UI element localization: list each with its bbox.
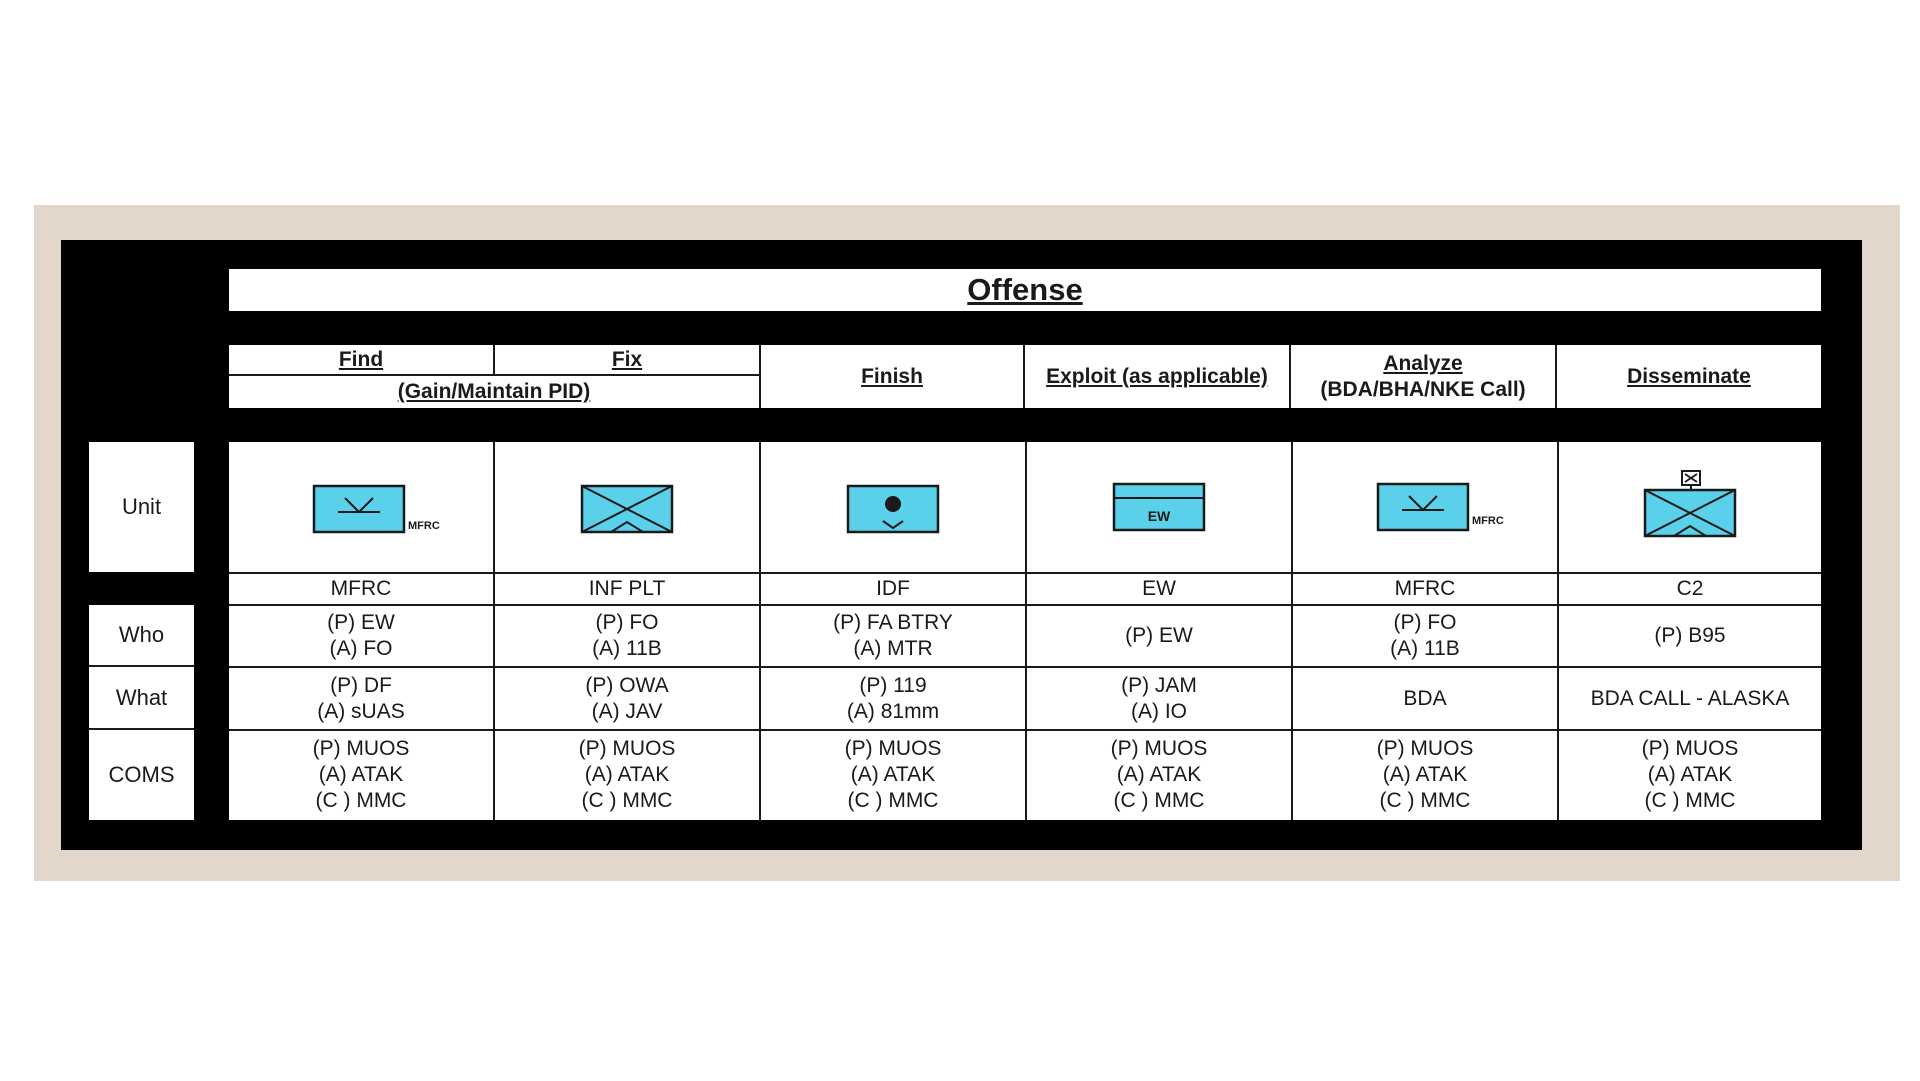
what-primary: (P) JAM <box>1121 673 1197 697</box>
unit-symbol-cell <box>1559 442 1821 573</box>
unit-symbol-cell <box>761 442 1027 573</box>
page-title: Offense <box>229 269 1821 311</box>
phase-label-exploit: Exploit (as applicable) <box>1046 364 1268 388</box>
who-cell <box>1293 605 1559 667</box>
phase-label-disseminate: Disseminate <box>1627 364 1751 388</box>
what-cell <box>1293 667 1559 730</box>
symbol-frame <box>314 486 404 532</box>
what-alternate: (A) sUAS <box>317 699 405 723</box>
who-cell <box>229 605 495 667</box>
hq-infantry-unit-icon <box>1615 470 1765 546</box>
what-primary: (P) OWA <box>585 673 669 697</box>
who-primary: (P) FA BTRY <box>833 611 953 634</box>
coms-contingency: (C ) MMC <box>1379 789 1471 812</box>
what-primary: BDA <box>1403 686 1447 710</box>
what-primary: (P) 119 <box>859 673 927 697</box>
coms-contingency: (C ) MMC <box>1644 789 1736 812</box>
coms-alternate: (A) ATAK <box>1647 763 1733 786</box>
what-alternate: (A) JAV <box>591 699 663 723</box>
row-label-what: What <box>89 667 194 730</box>
who-primary: (P) FO <box>1393 611 1457 634</box>
mortar-unit-icon <box>286 478 440 538</box>
phase-header-fix <box>495 345 761 376</box>
phase-header-disseminate <box>1557 345 1821 408</box>
phase-header-exploit <box>1025 345 1291 408</box>
what-cell <box>761 667 1027 730</box>
who-cell <box>1027 605 1293 667</box>
unit-name-cell <box>761 573 1027 605</box>
row-label-who: Who <box>89 605 194 667</box>
who-primary: (P) B95 <box>1654 624 1726 647</box>
coms-cell <box>229 730 495 820</box>
symbol-mfrc-tag: MFRC <box>408 519 440 532</box>
what-alternate: (A) IO <box>1131 699 1187 723</box>
coms-alternate: (A) ATAK <box>318 763 404 786</box>
phase-header-find <box>229 345 495 376</box>
who-cell <box>495 605 761 667</box>
coms-primary: (P) MUOS <box>578 737 676 760</box>
unit-name-cell <box>495 573 761 605</box>
who-primary: (P) FO <box>595 611 659 634</box>
unit-name: C2 <box>1676 577 1704 600</box>
unit-name: EW <box>1142 577 1176 600</box>
who-primary: (P) EW <box>327 611 395 634</box>
unit-name-cell <box>229 573 495 605</box>
symbol-ew-tag: EW <box>1147 507 1171 524</box>
phase-label-find: Find <box>338 347 384 371</box>
what-cell <box>1027 667 1293 730</box>
what-cell <box>1559 667 1821 730</box>
who-primary: (P) EW <box>1125 624 1193 647</box>
coms-cell <box>761 730 1027 820</box>
coms-cell <box>1293 730 1559 820</box>
coms-alternate: (A) ATAK <box>1382 763 1468 786</box>
symbol-frame <box>1378 484 1468 530</box>
row-label-unit: Unit <box>89 442 194 572</box>
unit-name: INF PLT <box>588 577 666 600</box>
what-cell <box>229 667 495 730</box>
who-alternate: (A) 11B <box>592 637 662 660</box>
unit-name-cell <box>1293 573 1559 605</box>
infantry-unit-icon <box>552 478 702 538</box>
coms-primary: (P) MUOS <box>1110 737 1208 760</box>
phase-sublabel-analyze: (BDA/BHA/NKE Call) <box>1320 377 1526 401</box>
coms-contingency: (C ) MMC <box>315 789 407 812</box>
unit-name-cell <box>1027 573 1293 605</box>
symbol-dot <box>885 496 901 512</box>
coms-alternate: (A) ATAK <box>584 763 670 786</box>
row-divider <box>229 729 1821 731</box>
matrix-body <box>229 442 1821 820</box>
coms-contingency: (C ) MMC <box>581 789 673 812</box>
what-cell <box>495 667 761 730</box>
unit-symbol-cell <box>1027 442 1293 573</box>
phase-label-analyze: Analyze <box>1383 351 1463 375</box>
row-divider <box>229 604 1821 606</box>
phase-subheader-find-fix: (Gain/Maintain PID) <box>229 376 759 408</box>
coms-cell <box>1027 730 1293 820</box>
coms-alternate: (A) ATAK <box>1116 763 1202 786</box>
phase-label-fix: Fix <box>611 347 643 371</box>
artillery-unit-icon <box>818 478 968 538</box>
row-divider <box>229 666 1821 668</box>
what-primary: (P) DF <box>330 673 392 697</box>
coms-primary: (P) MUOS <box>844 737 942 760</box>
coms-cell <box>495 730 761 820</box>
coms-contingency: (C ) MMC <box>847 789 939 812</box>
who-cell <box>1559 605 1821 667</box>
what-alternate: (A) 81mm <box>846 699 940 723</box>
mortar-unit-icon <box>1350 478 1504 538</box>
who-cell <box>761 605 1027 667</box>
who-alternate: (A) FO <box>329 637 393 660</box>
phase-header-analyze <box>1291 345 1557 408</box>
unit-symbol-cell <box>1293 442 1559 573</box>
unit-name-cell <box>1559 573 1821 605</box>
ew-unit-icon <box>1084 478 1234 538</box>
coms-alternate: (A) ATAK <box>850 763 936 786</box>
what-primary: BDA CALL - ALASKA <box>1590 686 1790 710</box>
symbol-mfrc-tag: MFRC <box>1472 514 1504 527</box>
row-label-coms: COMS <box>89 730 194 820</box>
row-divider <box>229 572 1821 574</box>
phase-label-finish: Finish <box>861 364 923 388</box>
unit-name: MFRC <box>1394 577 1456 600</box>
unit-symbol-cell <box>495 442 761 573</box>
unit-name: MFRC <box>330 577 392 600</box>
coms-primary: (P) MUOS <box>1641 737 1739 760</box>
coms-primary: (P) MUOS <box>1376 737 1474 760</box>
unit-name: IDF <box>876 577 910 600</box>
unit-symbol-cell <box>229 442 495 573</box>
who-alternate: (A) MTR <box>853 637 933 660</box>
coms-cell <box>1559 730 1821 820</box>
phase-header-finish <box>759 345 1025 408</box>
who-alternate: (A) 11B <box>1390 637 1460 660</box>
coms-primary: (P) MUOS <box>312 737 410 760</box>
coms-contingency: (C ) MMC <box>1113 789 1205 812</box>
